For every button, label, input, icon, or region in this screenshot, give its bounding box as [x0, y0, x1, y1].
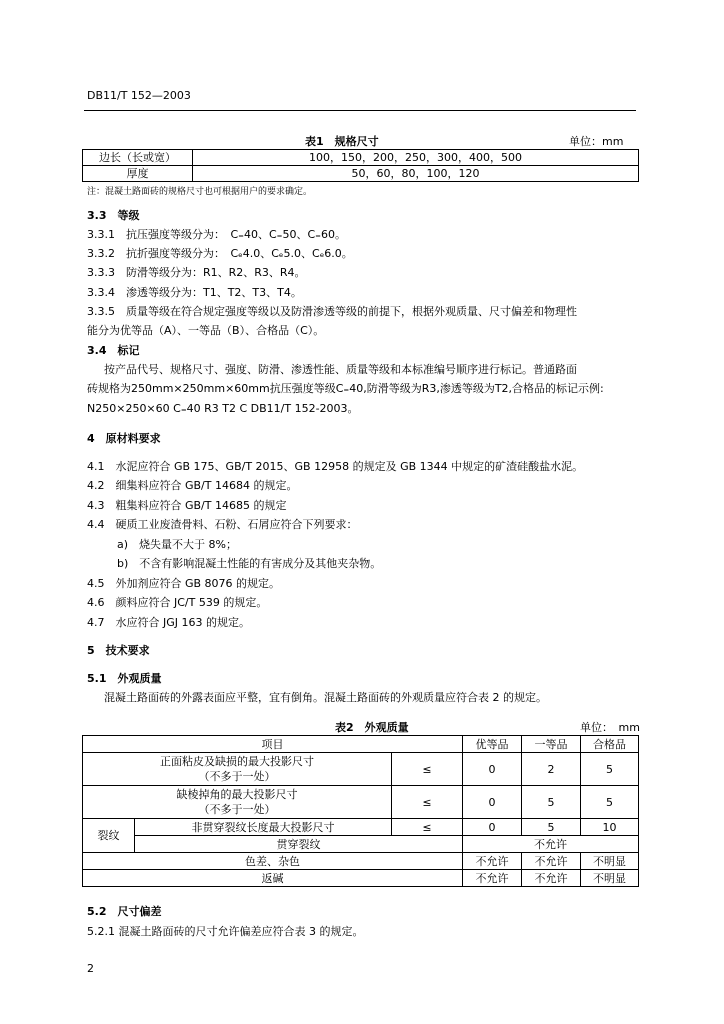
cell: 不允许 — [522, 870, 581, 887]
cell: 不允许 — [463, 836, 639, 853]
col-header-premium: 优等品 — [463, 736, 522, 753]
section-4-title: 4 原材料要求 — [87, 432, 161, 445]
cell: 10 — [581, 819, 639, 836]
table-row — [83, 150, 639, 166]
clause-3-3-4: 3.3.4 渗透等级分为：T1、T2、T3、T4。 — [87, 286, 302, 299]
cell: 5 — [522, 786, 581, 819]
row-label-line-1: 缺棱掉角的最大投影尺寸 — [176, 788, 298, 801]
cell: 0 — [463, 786, 522, 819]
table1-value-thickness: 50，60，80，100，120 — [193, 166, 639, 182]
list-item-b: b) 不含有影响混凝土性能的有害成分及其他夹杂物。 — [117, 557, 382, 570]
list-item-a: a) 烧失量不大于 8%； — [117, 538, 237, 551]
section-5-1-title: 5.1 外观质量 — [87, 672, 162, 685]
row-group-crack: 裂纹 — [83, 819, 135, 853]
row-label-efflorescence: 返碱 — [83, 870, 463, 887]
table2-unit: 单位： mm — [580, 721, 640, 734]
clause-3-3-3: 3.3.3 防滑等级分为：R1、R2、R3、R4。 — [87, 266, 306, 279]
clause-3-3-5-cont: 能分为优等品（A）、一等品（B）、合格品（C）。 — [87, 324, 325, 337]
operator-le: ≤ — [392, 819, 463, 836]
cell: 5 — [581, 786, 639, 819]
marking-line-3: N250×250×60 C₌40 R3 T2 C DB11/T 152-2003。 — [87, 402, 359, 415]
clause-4-1: 4.1 水泥应符合 GB 175、GB/T 2015、GB 12958 的规定及 GB 1344 中规定的矿渣硅酸盐水泥。 — [87, 460, 584, 473]
table-row — [83, 819, 639, 836]
clause-4-4: 4.4 硬质工业废渣骨料、石粉、石屑应符合下列要求： — [87, 518, 358, 531]
document-id: DB11/T 152—2003 — [87, 89, 191, 102]
table-row — [83, 786, 639, 819]
clause-3-3-2: 3.3.2 抗折强度等级分为： Cₑ4.0、Cₑ5.0、Cₑ6.0。 — [87, 247, 353, 260]
row-label-through-crack: 贯穿裂纹 — [135, 836, 463, 853]
col-header-item: 项目 — [83, 736, 463, 753]
clause-4-7: 4.7 水应符合 JGJ 163 的规定。 — [87, 616, 250, 629]
table-row — [83, 836, 639, 853]
clause-4-3: 4.3 粗集料应符合 GB/T 14685 的规定 — [87, 499, 287, 512]
section-5-2-title: 5.2 尺寸偏差 — [87, 905, 162, 918]
col-header-first: 一等品 — [522, 736, 581, 753]
table1-value-side: 100，150，200，250，300，400，500 — [193, 150, 639, 166]
clause-4-2: 4.2 细集料应符合 GB/T 14684 的规定。 — [87, 479, 298, 492]
row-label-line-2: （不多于一处） — [198, 770, 276, 783]
cell: 0 — [463, 819, 522, 836]
cell: 不允许 — [463, 870, 522, 887]
marking-line-1: 按产品代号、规格尺寸、强度、防滑、渗透性能、质量等级和本标准编号顺序进行标记。普通路面 — [104, 363, 577, 376]
cell: 不允许 — [522, 853, 581, 870]
table2 — [82, 735, 639, 887]
cell: 5 — [522, 819, 581, 836]
table1-label-thickness: 厚度 — [83, 166, 193, 182]
row-label-edge-defect — [83, 786, 392, 819]
table1-unit: 单位：mm — [569, 135, 624, 148]
clause-4-5: 4.5 外加剂应符合 GB 8076 的规定。 — [87, 577, 281, 590]
table-row — [83, 853, 639, 870]
cell: 5 — [581, 753, 639, 786]
section-3-3-title: 3.3 等级 — [87, 209, 140, 222]
table-row — [83, 166, 639, 182]
page-number: 2 — [87, 962, 94, 975]
table-row — [83, 753, 639, 786]
row-label-face-defect — [83, 753, 392, 786]
clause-3-3-1: 3.3.1 抗压强度等级分为： C₌40、C₌50、C₌60。 — [87, 228, 346, 241]
row-label-nonthrough-crack: 非贯穿裂纹长度最大投影尺寸 — [135, 819, 392, 836]
clause-3-3-5: 3.3.5 质量等级在符合规定强度等级以及防滑渗透等级的前提下，根据外观质量、尺寸偏差和物理性 — [87, 305, 577, 318]
table1-label-side: 边长（长或宽） — [83, 150, 193, 166]
cell: 不明显 — [581, 870, 639, 887]
marking-line-2: 砖规格为250mm×250mm×60mm抗压强度等级C₌40,防滑等级为R3,渗透等级为T2,合格品的标记示例: — [87, 382, 604, 395]
table1-note: 注：混凝土路面砖的规格尺寸也可根据用户的要求确定。 — [87, 187, 313, 197]
col-header-qualified: 合格品 — [581, 736, 639, 753]
cell: 2 — [522, 753, 581, 786]
row-label-color-diff: 色差、杂色 — [83, 853, 463, 870]
row-label-line-1: 正面粘皮及缺损的最大投影尺寸 — [160, 755, 314, 768]
row-label-line-2: （不多于一处） — [198, 803, 276, 816]
clause-5-2-1: 5.2.1 混凝土路面砖的尺寸允许偏差应符合表 3 的规定。 — [87, 925, 364, 938]
section-5-title: 5 技术要求 — [87, 644, 150, 657]
cell: 不允许 — [463, 853, 522, 870]
table1 — [82, 149, 639, 182]
operator-le: ≤ — [392, 753, 463, 786]
table-row — [83, 870, 639, 887]
section-3-4-title: 3.4 标记 — [87, 344, 140, 357]
header-rule — [84, 110, 636, 111]
cell: 不明显 — [581, 853, 639, 870]
table-row — [83, 736, 639, 753]
clause-4-6: 4.6 颜料应符合 JC/T 539 的规定。 — [87, 596, 268, 609]
cell: 0 — [463, 753, 522, 786]
operator-le: ≤ — [392, 786, 463, 819]
table2-caption: 表2 外观质量 — [335, 721, 409, 734]
table1-caption: 表1 规格尺寸 — [305, 135, 379, 148]
section-5-1-text: 混凝土路面砖的外露表面应平整，宜有倒角。混凝土路面砖的外观质量应符合表 2 的规定。 — [104, 691, 547, 704]
